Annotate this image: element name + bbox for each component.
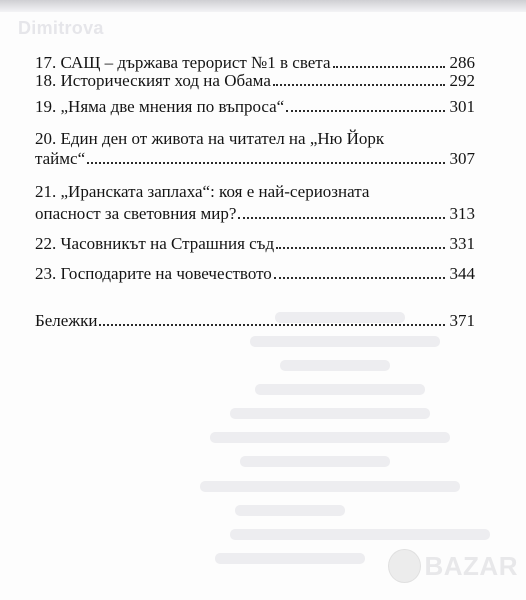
toc-entry-22 [35, 233, 475, 255]
toc-entry-23 [35, 263, 475, 285]
dot-leader [87, 161, 445, 164]
toc-entry-20-line1 [35, 128, 475, 150]
dot-leader [276, 246, 445, 249]
toc-entry-title: 21. „Иранската заплаха“: коя е най-сериозната [35, 182, 370, 201]
toc-entry-20 [35, 148, 475, 170]
toc-page-number: 313 [449, 204, 475, 223]
toc-page-number: 292 [449, 71, 475, 90]
toc-entry-notes [35, 310, 475, 332]
watermark-text: Dimitrova [18, 18, 104, 38]
toc-page-number: 371 [449, 311, 475, 330]
dot-leader [238, 216, 445, 219]
toc-entry-title: Бележки [35, 311, 98, 330]
brand-watermark-text: BAZAR [424, 550, 518, 581]
toc-entry-title: 17. САЩ – държава терорист №1 в света [35, 53, 331, 72]
dot-leader [99, 323, 445, 326]
toc-entry-19 [35, 96, 475, 118]
dot-leader [286, 109, 445, 112]
dot-leader [333, 65, 446, 68]
toc-page-number: 307 [449, 149, 475, 168]
toc-entry-title-continued: таймс“ [35, 149, 86, 168]
toc-entry-title: 18. Историческият ход на Обама [35, 71, 271, 90]
toc-entry-21-line1 [35, 181, 475, 203]
toc-entry-title: 22. Часовникът на Страшния съд [35, 234, 275, 253]
toc-entry-18 [35, 70, 475, 92]
toc-page-number: 344 [449, 264, 475, 283]
toc-entry-title: 19. „Няма две мнения по въпроса“ [35, 97, 285, 116]
toc-page-number: 301 [449, 97, 475, 116]
toc-page-number: 331 [449, 234, 475, 253]
dot-leader [274, 276, 445, 279]
dot-leader [273, 83, 445, 86]
toc-entry-title: 20. Един ден от живота на читател на „Ню Йорк [35, 129, 385, 148]
brand-logo-icon [388, 549, 421, 583]
brand-watermark [388, 548, 518, 584]
toc-entry-21 [35, 203, 475, 225]
toc-page-number: 286 [449, 53, 475, 72]
toc-entry-title: 23. Господарите на човечеството [35, 264, 272, 283]
toc-entry-title-continued: опасност за световния мир? [35, 204, 237, 223]
